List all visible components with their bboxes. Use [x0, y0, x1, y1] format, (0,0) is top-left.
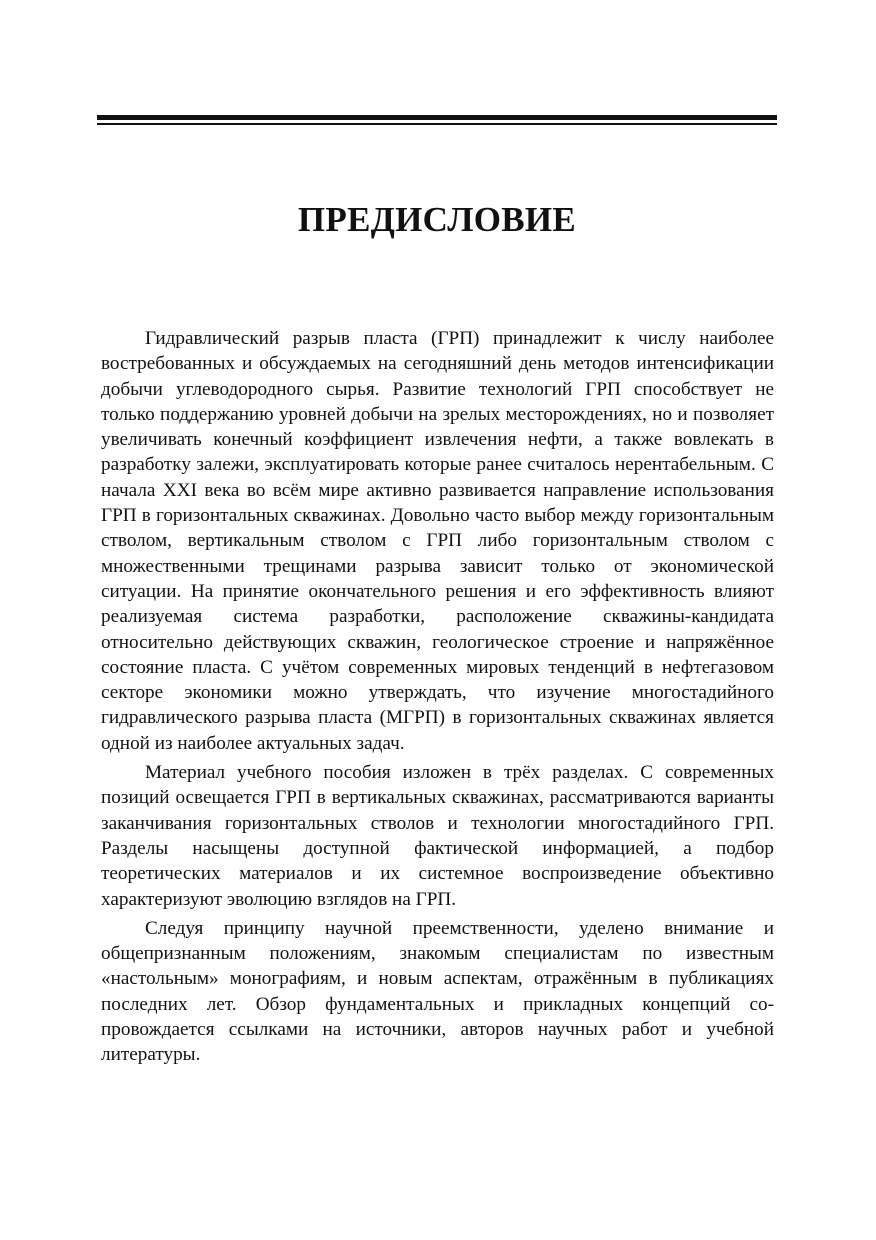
header-rule-thin: [97, 123, 777, 125]
paragraph-2: Материал учебного пособия изложен в трёх разделах. С современных позиций освещается ГРП в вертикальных скважинах, рассматриваются варианты заканчивания горизонтальных стволов и технологии многостадийного ГРП. Разделы насыщены доступной фактической информацией, а подбор теоретических материалов и их системное воспроизведение объективно характеризуют эволюцию взглядов на ГРП.: [101, 762, 774, 910]
paragraph-3: Следуя принципу научной преемственности, уделено внимание и общепризнанным положениям, знакомым специалистам по известным «настольным» монографиям, и новым аспектам, отражённым в публикациях последних лет. Обзор фундаментальных и прикладных концепций сопровождается ссылками на источники, авторов научных работ и учебной литературы.: [101, 917, 774, 1066]
preface-body: [101, 326, 774, 1072]
page-title: ПРЕДИСЛОВИЕ: [297, 200, 577, 239]
header-rule-thick: [97, 115, 777, 120]
paragraph-1: Гидравлический разрыв пласта (ГРП) принадлежит к числу наиболее востребованных и обсуждаемых на сегодняшний день методов интенсификации добычи углеводородного сырья. Развитие технологий ГРП способствует не только поддержанию уровней добычи на зрелых месторождениях, но и позволяет увеличивать конечный коэффициент извлечения нефти, а также вовлекать в разработку залежи, эксплуатировать которые ранее считалось нерентабельным. С начала XXI века во всём мире активно развивается направление использования ГРП в горизонтальных скважинах. Довольно часто выбор между горизонтальным стволом, вертикальным стволом с ГРП либо горизонтальным стволом с множественными трещинами разрыва зависит только от экономической ситуации. На принятие окончательного решения и его эффективность влияют реализуемая система разработки, расположение скважины-кандидата относительно действующих скважин, геологическое строение и напряжённое состояние пласта. С учётом современных мировых тенденций в нефтегазовом секторе экономики можно утверждать, что изучение многостадийного гидравлического разрыва пласта (МГРП) в горизонтальных скважинах является одной из наиболее актуальных задач.: [101, 328, 774, 754]
